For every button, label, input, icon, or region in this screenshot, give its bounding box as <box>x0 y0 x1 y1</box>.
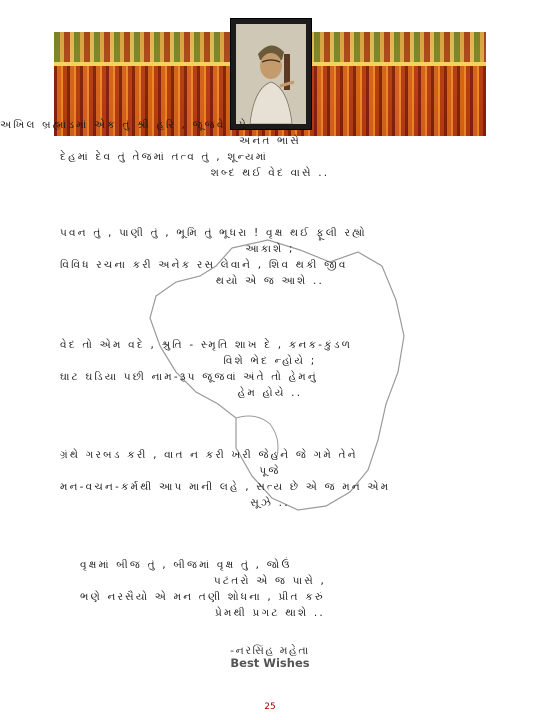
stanza2-line3: વિવિધ રચના કરી અનેક રસ લેવાને , શિવ થકી જીવ <box>60 259 348 271</box>
stanza2-line2: આકાશે ; <box>245 243 295 255</box>
stanza3-line2: વિશે ભેદ ન્હોયે ; <box>223 355 317 367</box>
best-wishes-text: Best Wishes <box>230 656 310 670</box>
page-number: 25 <box>264 702 276 712</box>
stanza2-line1: પવન તું , પાણી તું , ભૂમિ તું ભૂધરા ! વૃક્ષ થઈ ફૂલી રહ્યો <box>60 227 367 239</box>
stanza5-line3: ભણે નરસૈયો એ મન તણી શોધના , પ્રીત કરું <box>80 591 325 603</box>
poet-signature: -નરસિંહ મહેતા <box>230 644 310 657</box>
stanza3-line3: ઘાટ ઘડિયા પછી નામ-રૂપ જૂજવાં અંતે તો હેમનું <box>60 371 318 383</box>
stanza5-line2: પટંતરો એ જ પાસે , <box>213 575 327 587</box>
stanza5-line1: વૃક્ષમાં બીજ તું , બીજમાં વૃક્ષ તું , જોઉં <box>80 559 292 571</box>
stanza1-line1: અખિલ બ્રહ્માંડમાં એક તું શ્રી હરિ , જૂજવે રૂપે <box>0 119 248 131</box>
stanza4-line1: ગ્રંથે ગરબડ કરી , વાત ન કરી ખરી જેહને જે ગમે તેને <box>60 449 358 461</box>
stanza4-line2: પૂજે <box>259 465 281 477</box>
portrait-illustration <box>236 24 306 124</box>
stanza5-line4: પ્રેમથી પ્રગટ થાશે .. <box>215 607 325 619</box>
stanza4-line4: સૂઝે .. <box>250 497 290 509</box>
stanza4-line3: મન-વચન-કર્મથી આપ માની લહે , સત્ય છે એ જ મન એમ <box>60 481 391 493</box>
stanza1-line2: અનંત ભાસે <box>239 135 301 147</box>
stanza1-line3: દેહમાં દેવ તું તેજમાં તત્વ તું , શૂન્યમાં <box>60 151 269 163</box>
stanza1-line4: શબ્દ થઈ વેદ વાસે .. <box>210 167 330 179</box>
stanza3-line4: હેમ હોયે .. <box>237 387 303 399</box>
poet-portrait <box>230 18 312 130</box>
stanza3-line1: વેદ તો એમ વદે , શ્રુતિ - સ્મૃતિ શાખ દે , કનક-કુંડળ <box>60 339 353 351</box>
stanza2-line4: થયો એ જ આશે .. <box>215 275 325 287</box>
